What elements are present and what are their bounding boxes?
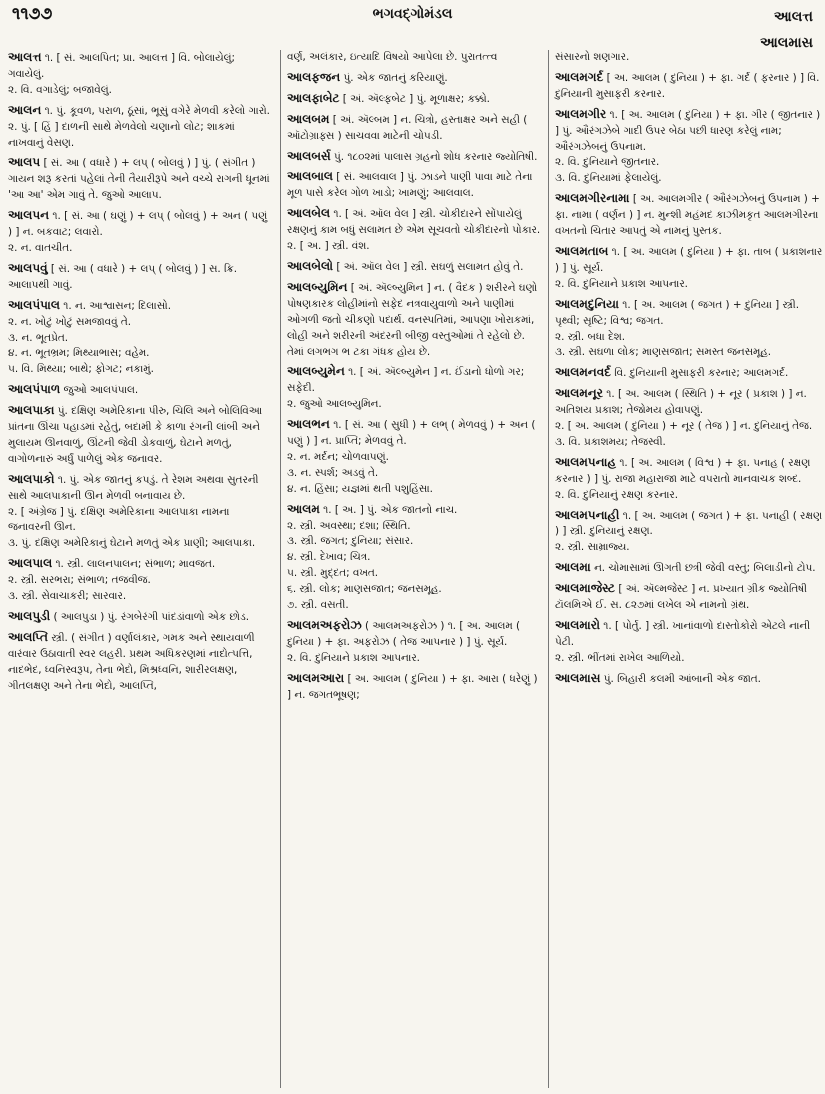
entry-sense: ( આલમઅફરોઝ ) ૧. [ અ. આલમ ( દુનિયા ) + ફા. અફરોઝ ( તેજ આપનાર ) ] પું. સૂર્ય. xyxy=(287,620,521,648)
entry-sense: ૩. વિ. દુનિયામાં ફેલાયેલું. xyxy=(555,172,662,185)
dictionary-entry xyxy=(8,403,272,468)
dictionary-entry xyxy=(8,556,272,605)
entry-headword: આલબમ xyxy=(287,111,330,126)
dictionary-entry xyxy=(8,298,272,379)
column-2 xyxy=(280,50,541,1088)
entry-sense: ૧. [ અં. ઍલ્બ્યુમેન ] ન. ઈંડાનો ધોળો ગર; સફેદી. xyxy=(287,366,525,395)
entry-headword: આલત્ત xyxy=(8,50,42,64)
dictionary-entry xyxy=(555,455,823,504)
entry-sense: ૨. [ અ. આલમ ( દુનિયા ) + નૂર ( તેજ ) ] ન. દુનિયાનું તેજ. xyxy=(555,420,813,433)
entry-sense: [ સં. આ ( વધારે ) + લપ્ ( બોલવું ) ] પું. ( સંગીત ) ગાયન શરૂ કરતાં પહેલાં તેની તૈયારીરૂપે અને વચ્ચે રાગની ધૂનમાં 'આ આ' એમ ગાવું તે. જુઓ આલાપ. xyxy=(8,157,270,202)
dictionary-entry xyxy=(8,103,272,152)
dictionary-entry xyxy=(287,364,541,413)
entry-sense: સંસારનો શણગાર. xyxy=(555,51,630,63)
dictionary-entry xyxy=(8,472,272,553)
entry-sense: ૨. વિ. દુનિયાને પ્રકાશ આપનાર. xyxy=(287,651,420,664)
entry-sense: ૨. જુઓ આલબ્યુમિન. xyxy=(287,398,382,411)
entry-headword: આલમારો xyxy=(555,618,600,632)
dictionary-entry xyxy=(287,671,541,704)
entry-sense: ૫. વિ. મિથ્યા; બાથે; ફોગટ; નકામું. xyxy=(8,363,154,376)
entry-headword: આલમનવર્દ xyxy=(555,365,611,380)
dictionary-entry xyxy=(287,618,541,667)
entry-headword: આલમદુનિયા xyxy=(555,296,619,311)
dictionary-entry xyxy=(8,155,272,204)
entry-headword: આલમગર્દ xyxy=(555,69,604,84)
column-3 xyxy=(548,50,823,1088)
entry-sense: ૩. ન. સ્પર્શ; અડવું તે. xyxy=(287,466,379,479)
entry-sense: ૧. પું. એક જાતનું કપડું. તે રેશમ અથવા સુતરની સાથે આલપાકાની ઊન મેળવી બનાવાય છે. xyxy=(8,473,259,502)
entry-sense: ૧. [ અં. ઑલ વેલ ] સ્ત્રી. ચોકીદારને સોંપાયેલું રક્ષણનું કામ બધું સલામત છે એમ સૂચવતો ચોકીદારનો પોકાર. xyxy=(287,208,541,237)
dictionary-entry xyxy=(555,581,823,614)
entry-sense: ૩. પું. દક્ષિણ અમેરિકાનું ઘેટાને મળતું એક પ્રાણી; આલપાકા. xyxy=(8,537,256,550)
entry-sense: ( આલપુડા ) પું. રંગબેરંગી પાંદડાંવાળો એક છોડ. xyxy=(53,611,250,623)
entry-headword: આલપંપાળ xyxy=(8,382,61,397)
dictionary-entry xyxy=(8,261,272,294)
entry-sense: વર્ણ, અલંકાર, ઇત્યાદિ વિષયો આપેલા છે. પુરાતત્ત્વ xyxy=(287,51,498,63)
entry-sense: ૨. પું. [ હિં ] દાળની સાથે મેળવેલો ચણાનો લોટ; શાકમાં નાખવાનું વેસણ. xyxy=(8,120,235,149)
entry-sense: ૨. [ અ. ] સ્ત્રી. વંશ. xyxy=(287,240,370,253)
entry-headword: આલમઆરા xyxy=(287,670,345,685)
entry-headword: આલબેલ xyxy=(287,206,331,221)
dictionary-entry xyxy=(555,70,823,103)
entry-sense: [ અં. ઑલ વેલ ] સ્ત્રી. સઘળું સલામત હોવું તે. xyxy=(336,260,524,273)
guide-words xyxy=(760,4,813,56)
entry-headword: આલમા xyxy=(555,560,591,575)
entry-sense: ૨. સ્ત્રી. અવસ્થા; દશા; સ્થિતિ. xyxy=(287,519,411,532)
dictionary-entry xyxy=(287,280,541,361)
dictionary-entry xyxy=(555,297,823,362)
dictionary-entry xyxy=(8,630,272,695)
entry-sense: પું. બિહારી કલમી આંબાની એક જાત. xyxy=(603,672,761,685)
entry-sense: [ સં. આલવાલ ] પું. ઝાડને પાણી પાવા માટે તેના મૂળ પાસે કરેલ ગોળ ખાડો; ખામણું; આલવાલ. xyxy=(287,171,533,200)
dictionary-entry xyxy=(555,508,823,557)
entry-sense: ૧. [ અ. આલમ ( જગત ) + ફા. પનાહી ( રક્ષણ ) ] સ્ત્રી. દુનિયાનું રક્ષણ. xyxy=(555,509,823,538)
entry-sense: ૧. [ અ. આલમ ( જગત ) + દુનિયા ] સ્ત્રી. પૃથ્વી; સૃષ્ટિ; વિશ્વ; જગત. xyxy=(555,298,800,327)
entry-headword: આલપાકો xyxy=(8,471,55,486)
dictionary-entry xyxy=(287,149,541,166)
entry-sense: ૨. સ્ત્રી. સરભરા; સંભાળ; તજવીજ. xyxy=(8,574,151,587)
entry-sense: ૨. [ અંગ્રેજ ] પું. દક્ષિણ અમેરિકાના આલપાકા નામના જનાવરની ઊન. xyxy=(8,505,230,534)
entry-headword: આલબ્યુમેન xyxy=(287,364,345,379)
dictionary-entry xyxy=(555,365,823,382)
dictionary-entry xyxy=(287,91,541,108)
entry-sense: ૩. વિ. પ્રકાશમય; તેજસ્વી. xyxy=(555,435,666,448)
entry-sense: ૧. સ્ત્રી. લાલનપાલન; સંભાળ; માવજત. xyxy=(55,558,216,571)
entry-sense: [ અ. આલમ ( દુનિયા ) + ફા. ગર્દ ( ફરનાર ) ] વિ. દુનિયાની મુસાફરી કરનાર. xyxy=(555,71,820,100)
entry-sense: ૩. સ્ત્રી. સઘળા લોક; માણસજાત; સમસ્ત જનસમૂહ. xyxy=(555,346,772,359)
dictionary-entry xyxy=(8,208,272,257)
dictionary-entry xyxy=(555,191,823,240)
entry-headword: આલપાકા xyxy=(8,403,55,418)
entry-headword: આલમનૂર xyxy=(555,386,603,401)
dictionary-entry xyxy=(8,50,272,99)
entry-sense: પું. ૧૮૦૨માં પાલાસ ગ્રહનો શોધ કરનાર જ્યોતિષી. xyxy=(334,150,538,163)
page-number: ૧૧૭૭ xyxy=(12,4,53,24)
entry-headword: આલમાજેસ્ટ xyxy=(555,581,616,596)
entry-sense: ૩. સ્ત્રી. સેવાચાકરી; સારવાર. xyxy=(8,590,127,603)
entry-headword: આલપવું xyxy=(8,260,48,275)
entry-sense: [ અં. ઍલ્બમ ] ન. ચિત્રો, હસ્તાક્ષર અને સહી ( ઑટોગ્રાફ્સ ) સાચવવા માટેની ચોપડી. xyxy=(287,113,528,142)
entry-sense: ૨. વિ. વગાડેલું; બજાવેલું. xyxy=(8,83,112,96)
entry-sense: સ્ત્રી. ( સંગીત ) વર્ણાલંકાર, ગમક અને સ્થાયવાળી વારંવાર ઉઠાવાતી સ્વર લહરી. પ્રથમ અધિકરણમાં નાદોત્પત્તિ, નાદભેદ, ધ્વનિસ્વરૂપ, તેના ભેદો, મિશ્રધ્વનિ, શારીરલક્ષણ, ગીતલક્ષણ અને તેના ભેદો, આલપ્તિ, xyxy=(8,631,255,692)
entry-headword: આલફાબેટ xyxy=(287,90,340,105)
entry-sense: [ સં. આ ( વધારે ) + લપ્ ( બોલવું ) ] સ. ક્રિ. આલાપથી ગાવું. xyxy=(8,262,238,291)
entry-headword: આલન xyxy=(8,102,42,117)
entry-sense: ૧. [ અ. આલમ ( દુનિયા ) + ફા. ગીર ( જીતનાર ) ] પું. ઔરંગઝેબે ગાદી ઉપર બેઠા પછી ધારણ કરેલું નામ; ઔરંગઝેબનું ઉપનામ. xyxy=(555,108,821,153)
entry-sense: ૧. [ સં. આ ( ઘણું ) + લપ્ ( બોલવું ) + અન ( પણું ) ] ન. બકવાટ; લવારો. xyxy=(8,210,268,239)
entry-headword: આલમઅફરોઝ xyxy=(287,618,362,632)
entry-sense: ૧. [ અ. આલમ ( સ્થિતિ ) + નૂર ( પ્રકાશ ) ] ન. અતિશય પ્રકાશ; તેજોમય હોવાપણું. xyxy=(555,388,807,417)
entry-sense: ૪. ન. ભૂતભ્રમ; મિથ્યાભાસ; વહેમ. xyxy=(8,347,150,360)
entry-sense: ૧. [ અ. ] પું. એક જાતનો નાચ. xyxy=(323,503,458,516)
entry-headword: આલપંપાલ xyxy=(8,297,60,312)
entry-headword: આલમપનાહી xyxy=(555,507,620,522)
entry-sense: ૫. સ્ત્રી. મુદ્દત; વખત. xyxy=(287,567,379,580)
entry-sense: ન. ચોમાસામાં ઊગતી છત્રી જેવી વસ્તુ; બિલાડીનો ટોપ. xyxy=(594,562,816,575)
entry-sense: ૪. ન. હિંસા; યજ્ઞમાં થતી પશુહિંસા. xyxy=(287,482,433,495)
entry-sense: જુઓ આલપંપાલ. xyxy=(63,384,139,397)
entry-headword: આલમતાબ xyxy=(555,243,609,258)
dictionary-entry xyxy=(287,259,541,276)
dictionary-entry xyxy=(287,50,541,66)
entry-sense: વિ. દુનિયાની મુસાફરી કરનાર; આલમગર્દ. xyxy=(614,367,789,380)
dictionary-entry xyxy=(555,244,823,293)
dictionary-entry xyxy=(287,112,541,145)
dictionary-entry xyxy=(555,386,823,451)
column-1 xyxy=(8,50,272,1088)
entry-headword: આલબર્સ xyxy=(287,148,331,163)
entry-sense: ૪. સ્ત્રી. દેખાવ; ચિત્ર. xyxy=(287,551,371,564)
entry-sense: ૨. વિ. દુનિયાનું રક્ષણ કરનાર. xyxy=(555,488,679,501)
entry-sense: ૨. સ્ત્રી. ભીંતમાં રાખેલ આળિયો. xyxy=(555,651,685,664)
entry-headword: આલબ્યુમિન xyxy=(287,279,348,294)
entry-headword: આલમગીર xyxy=(555,106,607,121)
entry-sense: ૨. સ્ત્રી. બધા દેશ. xyxy=(555,330,626,343)
dictionary-entry xyxy=(555,671,823,688)
entry-sense: ૩. ન. ભૂતપ્રેત. xyxy=(8,331,69,344)
entry-headword: આલબાલ xyxy=(287,169,333,184)
entry-sense: ૧. [ અ. આલમ ( દુનિયા ) + ફા. તાબ ( પ્રકાશનાર ) ] પું. સૂર્ય. xyxy=(555,245,823,274)
entry-sense: પું. એક જાતનું કરિયાણું. xyxy=(343,71,448,84)
entry-headword: આલપુડી xyxy=(8,609,51,623)
dictionary-entry xyxy=(8,382,272,399)
entry-sense: [ અં. ઍલ્મજેસ્ટ ] ન. પ્રખ્યાત ગ્રીક જ્યોતિષી ટૉલમિએ ઈ. સ. ૮૨૭માં લખેલ એ નામનો ગ્રંથ. xyxy=(555,583,808,612)
entry-sense: ૬. સ્ત્રી. લોક; માણસજાત; જનસમૂહ. xyxy=(287,583,442,596)
guide-word-first: આલત્ત xyxy=(773,9,813,25)
entry-sense: ૧. [ સં. આલપિત; પ્રા. આલત્ત ] વિ. બોલાયેલું; ગવાયેલું. xyxy=(8,52,235,80)
entry-headword: આલમગીરનામા xyxy=(555,191,630,206)
entry-sense: ૨. ન. ખોટું ખોટું સમજાવવું તે. xyxy=(8,315,132,328)
entry-sense: ૧. [ સં. આ ( સુધી ) + લભ્ ( મેળવવું ) + અન ( પણું ) ] ન. પ્રાપ્તિ; મેળવવું તે. xyxy=(287,419,536,448)
entry-headword: આલપન xyxy=(8,208,50,223)
entry-sense: [ અં. ઍલ્બ્યુમિન ] ન. ( વૈદક ) શરીરને ઘણો પોષણકારક લોહીમાંનો સફેદ નત્રવાયુવાળો અને પાણીમાં ઓગળી જતો ચીકણો પદાર્થ. વનસ્પતિમાં, આપણા ખોરાકમાં, લોહી અને શરીરની અંદરની બીજી વસ્તુઓમાં તે રહેલો છે. તેમાં લગભગ ભ ટકા ગંધક હોય છે. xyxy=(287,281,538,358)
entry-sense: ૨. વિ. દુનિયાને પ્રકાશ આપનાર. xyxy=(555,277,688,290)
entry-sense: ૧. [ અ. આલમ ( વિશ્વ ) + ફા. પનાહ ( રક્ષણ કરનાર ) ] પું. રાજા મહારાજા માટે વપરાતો માનવાચક શબ્દ. xyxy=(555,456,811,485)
dictionary-entry xyxy=(287,502,541,614)
entry-sense: ૭. સ્ત્રી. વસતી. xyxy=(287,599,349,612)
dictionary-entry xyxy=(287,70,541,87)
dictionary-entry xyxy=(555,107,823,188)
entry-sense: [ અ. આલમ ( દુનિયા ) + ફા. આરા ( ધરેણું ) ] ન. જગતભૂષણ; xyxy=(287,672,538,701)
dictionary-entry xyxy=(287,206,541,255)
dictionary-entry xyxy=(287,417,541,498)
entry-headword: આલપાલ xyxy=(8,556,53,571)
dictionary-entry xyxy=(555,618,823,667)
entry-sense: ૧. [ પોર્તુ. ] સ્ત્રી. ખાનાંવાળો દાસ્તોકોરો એટલે નાની પેટી. xyxy=(555,620,811,648)
entry-headword: આલમાસ xyxy=(555,670,601,685)
entry-headword: આલમ xyxy=(287,501,320,516)
entry-headword: આલપ xyxy=(8,155,41,170)
entry-sense: ૨. ન. વાતચીત. xyxy=(8,241,73,254)
running-title: ભગવદ્ગોમંડલ xyxy=(372,6,453,22)
guide-word-last: આલમાસ xyxy=(759,35,813,51)
entry-sense: [ અં. ઍલ્ફબેટ ] પું. મૂળાક્ષર; કક્કો. xyxy=(342,92,490,105)
entry-sense: પું. દક્ષિણ અમેરિકાના પીરુ, ચિલિ અને બોલિવિઆ પ્રાંતના ઊંચા પહાડમાં રહેતું, બદામી કે કાળા રંગની લાંબી અને મુલાયમ ઊનવાળું, ઊંટની જેવી ડોકવાળું, ઘેટાને મળતું, વાગોળનારું અર્ધું પાળેલું એક જનાવર. xyxy=(8,405,262,465)
entry-sense: ૨. સ્ત્રી. સામ્રાજ્ય. xyxy=(555,541,630,554)
entry-sense: ૧. ન. આશ્વાસન; દિલાસો. xyxy=(63,299,172,312)
entry-sense: ૨. ન. મર્દન; ચોળવાપણું. xyxy=(287,450,389,463)
dictionary-entry xyxy=(555,560,823,577)
entry-sense: ૧. પું. કૂવળ, પરાળ, ઠૂંસાં, ભૂસું વગેરે મેળવી કરેલો ગારો. xyxy=(44,104,270,117)
dictionary-entry xyxy=(287,169,541,202)
entry-headword: આલમપનાહ xyxy=(555,454,617,469)
entry-headword: આલબેલો xyxy=(287,258,334,273)
dictionary-entry xyxy=(8,609,272,626)
entry-headword: આલભન xyxy=(287,417,330,432)
entry-sense: ૨. વિ. દુનિયાને જીતનાર. xyxy=(555,156,660,169)
entry-headword: આલફજન xyxy=(287,69,341,84)
entry-sense: ૩. સ્ત્રી. જગત; દુનિયા; સંસાર. xyxy=(287,535,414,548)
entry-sense: [ અ. આલમગીર ( ઔરંગઝેબનું ઉપનામ ) + ફા. નામા ( વર્ણન ) ] ન. મુન્શી મહંમદ કાઝીમકૃત આલમગીરના વખતનો ચિતાર આપતું એ નામનું પુસ્તક. xyxy=(555,193,820,238)
entry-headword: આલપ્તિ xyxy=(8,629,49,644)
dictionary-entry xyxy=(555,50,823,66)
